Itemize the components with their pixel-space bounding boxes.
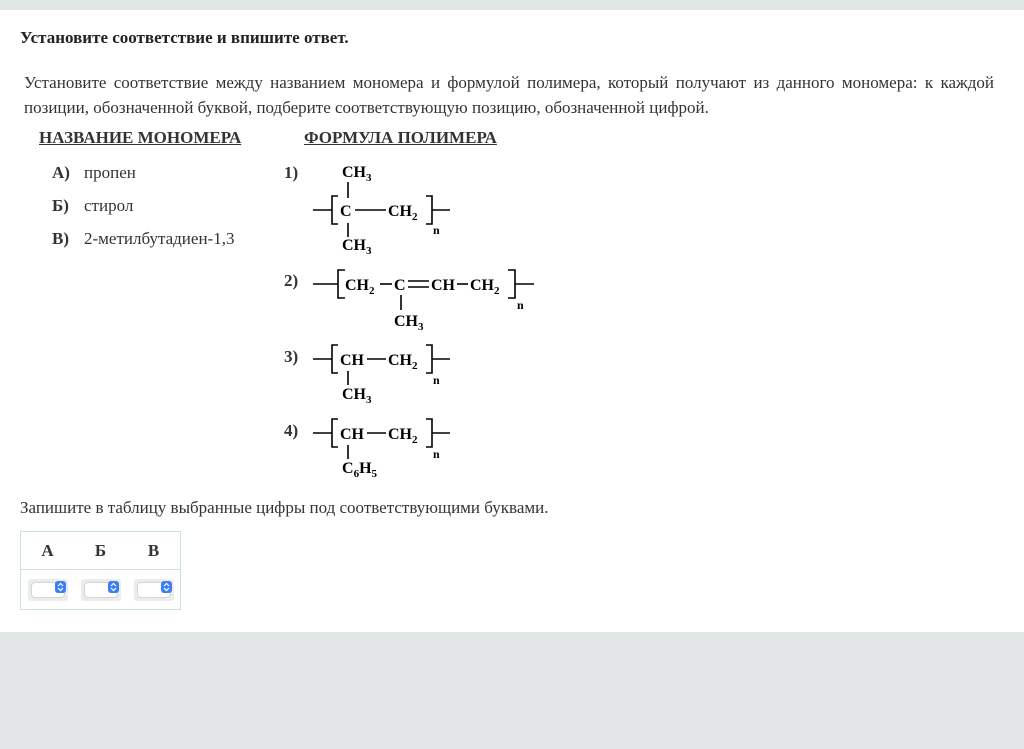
monomer-letter: Б) (52, 196, 69, 215)
svg-text:n: n (433, 223, 440, 237)
task-heading: Установите соответствие и впишите ответ. (20, 28, 349, 47)
svg-text:CH3: $CH_3$ (342, 237, 372, 257)
polymer-number-2: 2) (284, 271, 299, 290)
answer-select-a[interactable] (28, 579, 68, 601)
monomer-column-header: НАЗВАНИЕ МОНОМЕРА (39, 128, 242, 147)
svg-text:n: n (433, 373, 440, 387)
answer-cell-b (74, 570, 127, 610)
monomer-item-c (52, 229, 234, 249)
monomer-name: пропен (84, 163, 136, 182)
svg-text:n: n (433, 447, 440, 461)
answer-select-b[interactable] (81, 579, 121, 601)
polymer-number-4: 4) (284, 421, 299, 440)
svg-text:n: n (517, 298, 524, 312)
answer-header-a: А (21, 532, 75, 570)
monomer-letter: В) (52, 229, 69, 248)
answer-instruction: Запишите в таблицу выбранные цифры под соответствующими буквами. (20, 498, 549, 517)
svg-text:CH: CH (431, 277, 455, 294)
monomer-item-b (52, 196, 133, 216)
svg-text:CH2: $CH_2$ (470, 277, 500, 297)
monomer-name: стирол (84, 196, 134, 215)
monomer-item-a (52, 163, 136, 183)
svg-text:CH3: $CH_3$ (394, 313, 424, 333)
answer-select-c[interactable] (134, 579, 174, 601)
answer-cell-c (127, 570, 181, 610)
polymer-number-1: 1) (284, 163, 299, 182)
svg-text:CH2: $CH_2$ (388, 352, 418, 372)
svg-text:CH: CH (340, 426, 364, 443)
answer-table (20, 531, 181, 610)
polymer-formula-2 (310, 266, 545, 338)
svg-text:CH2: $CH_2$ (388, 203, 418, 223)
svg-text:CH: CH (340, 352, 364, 369)
polymer-formula-3 (310, 342, 460, 410)
task-statement: Установите соответствие между названием мономера и формулой полимера, который получают из данного мономера: к каждой позиции, обозначенной буквой, подберите соответствующую позицию, обозначенной цифрой. (24, 73, 994, 117)
answer-cell-a (21, 570, 75, 610)
select-arrows-icon (55, 581, 66, 593)
polymer-number-3: 3) (284, 347, 299, 366)
polymer-formula-4 (310, 416, 460, 486)
svg-text:C: C (340, 203, 352, 220)
monomer-letter: А) (52, 163, 70, 182)
svg-text:CH2: $CH_2$ (388, 426, 418, 446)
monomer-name: 2-метилбутадиен-1,3 (84, 229, 235, 248)
svg-text:CH2: $CH_2$ (345, 277, 375, 297)
polymer-formula-1 (310, 160, 460, 260)
select-arrows-icon (108, 581, 119, 593)
svg-text:C: C (394, 277, 406, 294)
select-arrows-icon (161, 581, 172, 593)
answer-header-c: В (127, 532, 181, 570)
answer-header-b: Б (74, 532, 127, 570)
polymer-column-header: ФОРМУЛА ПОЛИМЕРА (304, 128, 497, 147)
svg-text:CH3: $CH_3$ (342, 386, 372, 406)
svg-text:CH3: $CH_3$ (342, 164, 372, 184)
svg-text:C6H5: $C_6H_5$ (342, 460, 378, 480)
